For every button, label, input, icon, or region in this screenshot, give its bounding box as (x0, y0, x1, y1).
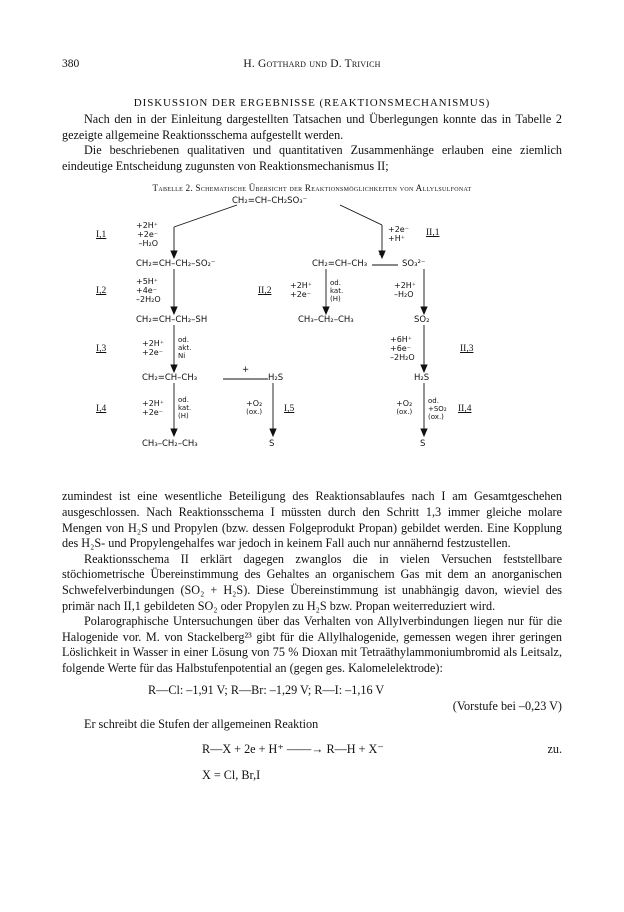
formula-sulfur: S (269, 439, 275, 450)
cat-text: kat. (178, 404, 192, 413)
cat-text: akt. (178, 344, 192, 353)
formula-propylene-2: CH₂=CH–CH₃ (312, 259, 368, 270)
running-header (62, 58, 562, 74)
plus-sign-2: + (378, 250, 386, 261)
arrow-I1-head (171, 251, 177, 258)
cond-II1 (388, 225, 409, 243)
cat-text: od. (178, 336, 189, 345)
cond-text: od. (428, 397, 439, 406)
formula-allylsulfinate: CH₂=CH–CH₂–SO₂⁻ (136, 259, 216, 270)
formula-propane-2: CH₃–CH₂–CH₃ (298, 315, 354, 326)
cat-text: (H) (178, 412, 189, 421)
page-number: 380 (62, 58, 80, 70)
intro-paragraph-1: Nach den in der Einleitung dargestellten Tatsachen und Überlegungen konnte das in Tabelle 2 gezeigte allgemeine Reaktionsschema aufgestellt werden. (62, 112, 562, 142)
formula-sulfite: SO₃²⁻ (402, 259, 426, 270)
cond-I1 (136, 221, 158, 248)
label-II3: II,3 (460, 344, 474, 355)
potentials-values: R—Cl: –1,91 V; R—Br: –1,29 V; R—I: –1,16 V (148, 682, 385, 697)
reaction-suffix: zu. (547, 742, 562, 757)
arrow-I2-head (171, 307, 177, 314)
cond-text: +6H⁺ (390, 335, 413, 345)
discussion-text (62, 489, 562, 784)
arrow-II2-head (323, 307, 329, 314)
cat-text: kat. (330, 287, 344, 296)
label-I1: I,1 (96, 230, 107, 241)
cond-text: –2H₂O (390, 353, 415, 363)
cond-text: –2H₂O (136, 295, 161, 305)
cat-text: Ni (178, 352, 186, 361)
reaction-intro: Er schreibt die Stufen der allgemeinen Reaktion (84, 716, 319, 731)
cond-text: –H₂O (138, 239, 159, 249)
branch-left-line (174, 205, 237, 227)
cond-II3 (390, 335, 415, 362)
arrow-I4-head (171, 429, 177, 436)
arrow-I3-head (171, 365, 177, 372)
cat-text: od. (330, 279, 341, 288)
cond-text: +2H⁺ (394, 281, 417, 291)
cond-text: +4e⁻ (136, 286, 157, 296)
cond-I4 (142, 399, 164, 417)
body-paragraph-2: Reaktionsschema II erklärt dagegen zwanglos die in vielen Versuchen feststellbare stöchiometrische Übereinstimmung des Gehaltes an organischem Gas mit dem an anorganischen Schwefelverbindungen (SO₂ + H₂S). Diese Übereinstimmung ist unabhängig davon, wieviel des primär nach II,1 gebildeten SO₂ oder Propylen zu H₂S bzw. Propan weiterreduziert wird. (62, 551, 562, 613)
cond-text: +6e⁻ (390, 344, 411, 354)
formula-allylthiol: CH₂=CH–CH₂–SH (136, 315, 208, 326)
page (62, 58, 562, 784)
cond-I3 (142, 339, 164, 357)
cond-text: +5H⁺ (136, 277, 159, 287)
cond-text: +2e⁻ (142, 408, 163, 418)
label-II4: II,4 (458, 404, 472, 415)
label-I3: I,3 (96, 344, 107, 355)
formula-propane: CH₃–CH₂–CH₃ (142, 439, 198, 450)
formula-propylene: CH₂=CH–CH₃ (142, 373, 198, 384)
running-title: H. Gotthard und D. Trivich (243, 58, 381, 70)
arrow-I5-head (270, 429, 276, 436)
arrow-II4-head (421, 429, 427, 436)
cond-text: (ox.) (428, 413, 444, 422)
potentials-note-line (62, 699, 562, 715)
x-definition: X = Cl, Br,I (202, 768, 261, 783)
cond-I2 (136, 277, 161, 304)
cond-II4b (428, 397, 447, 421)
general-reaction: R—X + 2e + H⁺ ——→ R—H + X⁻ (202, 742, 384, 757)
cat-II2 (330, 279, 343, 303)
label-I4: I,4 (96, 404, 107, 415)
formula-allylsulfonate: CH₂=CH–CH₂SO₃⁻ (232, 196, 308, 207)
cat-text: (H) (330, 295, 341, 304)
intro-paragraph-2: Die beschriebenen qualitativen und quantitativen Zusammenhänge erlauben eine ziemlich eindeutige Entscheidung zugunsten von Reaktionsmechanismus II; (62, 143, 562, 173)
branch-right-line (340, 205, 382, 225)
cond-text: +2e⁻ (290, 290, 311, 300)
reaction-scheme (62, 193, 562, 483)
x-definition-line (62, 768, 562, 784)
cond-text: +2H⁺ (290, 281, 313, 291)
table-caption: Tabelle 2. Schematische Übersicht der Reaktionsmöglichkeiten von Allylsulfonat (152, 183, 472, 194)
cond-text: +2e⁻ (142, 348, 163, 358)
cond-II4 (396, 399, 412, 416)
cond-II2b (394, 281, 416, 299)
cond-text: +H⁺ (388, 234, 405, 244)
formula-h2s: H₂S (268, 373, 284, 384)
cond-text: –H₂O (394, 290, 414, 300)
formula-h2s-2: H₂S (414, 373, 430, 384)
cond-text: +2H⁺ (142, 339, 165, 349)
cat-I4 (178, 396, 191, 420)
cond-text: +2H⁺ (142, 399, 165, 409)
label-II2: II,2 (258, 286, 272, 297)
label-II1: II,1 (426, 228, 440, 239)
cond-text: (ox.) (246, 408, 263, 417)
cond-text: +O₂ (246, 399, 263, 409)
cat-text: od. (178, 396, 189, 405)
section-heading: DISKUSSION DER ERGEBNISSE (REAKTIONSMECHANISMUS) (133, 97, 491, 109)
cond-text: +2e⁻ (137, 230, 159, 240)
cat-I3 (178, 336, 191, 360)
cond-I5 (246, 399, 262, 416)
plus-sign: + (242, 365, 250, 376)
arrow-II2b-head (421, 307, 427, 314)
cond-text: +SO₂ (428, 405, 447, 414)
reaction-line (62, 742, 562, 758)
label-I5: I,5 (284, 404, 295, 415)
cond-text: (ox.) (396, 408, 413, 417)
cond-II2 (290, 281, 312, 299)
body-paragraph-3: Polarographische Untersuchungen über das Verhalten von Allylverbindungen liegen nur für die Halogenide vor. M. von Stackelberg²³ gibt für die Allylhalogenide, gemessen wegen ihrer geringen Löslichkeit in Wasser in einer Lösung von 75 % Dioxan mit Tetraäthylammoniumbromid als Leitsalz, folgende Werte für das Halbstufenpotential an (gegen ges. Kalomelelektrode): (62, 614, 562, 675)
potentials-line (62, 683, 562, 699)
cond-text: +2e⁻ (388, 225, 409, 235)
body-paragraph-1: zumindest ist eine wesentliche Beteiligung des Reaktionsablaufes nach I am Gesamtgeschehen ausgeschlossen. Nach Reaktionsschema I müssten durch den Schritt 1,3 immer gleiche molare Mengen von H₂S und Propylen (bzw. dessen Folgeprodukt Propan) gebildet werden. Eine Kopplung des H₂S- und Propylengehalfes war jedoch in keinem Fall auch nur annähernd festzustellen. (62, 489, 562, 551)
formula-so2: SO₂ (414, 315, 430, 326)
potentials-note: (Vorstufe bei –0,23 V) (452, 698, 562, 713)
arrow-II3-head (421, 365, 427, 372)
cond-text: +2H⁺ (136, 221, 159, 231)
formula-sulfur-2: S (420, 439, 426, 450)
label-I2: I,2 (96, 286, 107, 297)
cond-text: +O₂ (396, 399, 413, 409)
